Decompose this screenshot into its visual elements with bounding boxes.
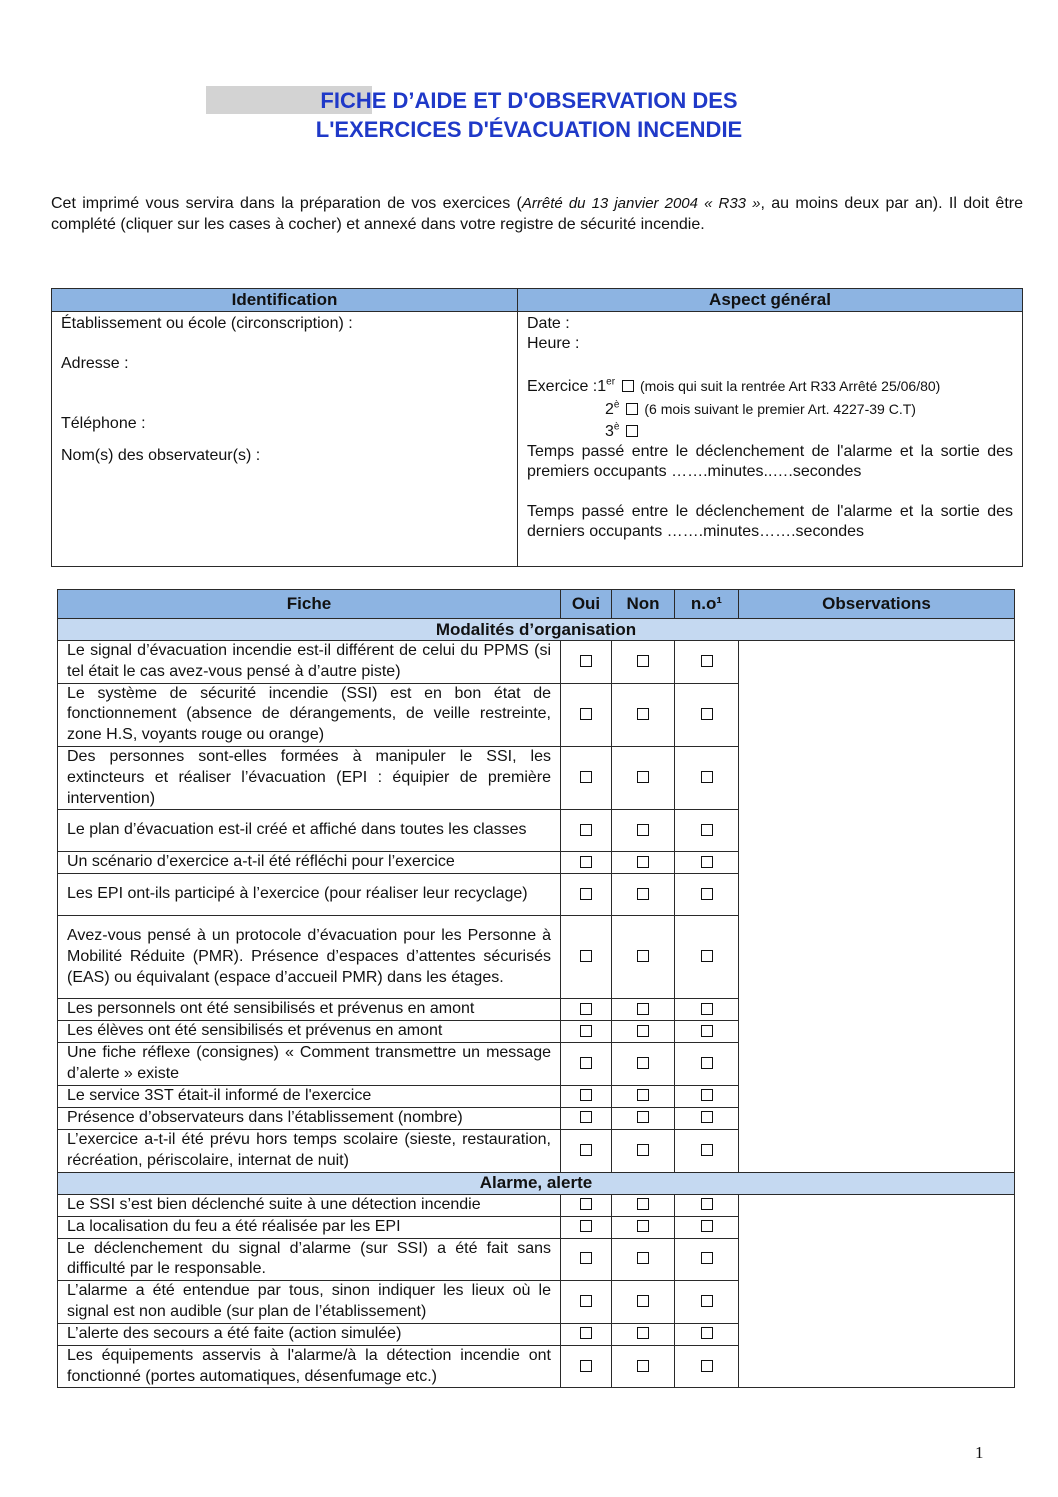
identification-cell bbox=[52, 312, 518, 567]
observers-label: Nom(s) des observateur(s) : bbox=[61, 447, 261, 464]
checkbox-no[interactable] bbox=[701, 1003, 713, 1015]
question-text: Le signal d’évacuation incendie est-il différent de celui du PPMS (si tel était le cas avez-vous pensé à d’autre piste) bbox=[58, 641, 561, 684]
cell-non bbox=[612, 810, 675, 852]
cell-non bbox=[612, 1238, 675, 1281]
checkbox-oui[interactable] bbox=[580, 1198, 592, 1210]
checkbox-non[interactable] bbox=[637, 1220, 649, 1232]
cell-oui bbox=[561, 1021, 612, 1043]
question-text: L’exercice a-t-il été prévu hors temps scolaire (sieste, restauration, récréation, périscolaire, internat de nuit) bbox=[58, 1129, 561, 1172]
checkbox-non[interactable] bbox=[637, 1111, 649, 1123]
title-line-1: FICHE D’AIDE ET D'OBSERVATION DES bbox=[320, 88, 738, 113]
question-text: Un scénario d’exercice a-t-il été réfléchi pour l’exercice bbox=[58, 852, 561, 874]
col-observations: Observations bbox=[739, 590, 1015, 619]
cell-oui bbox=[561, 1129, 612, 1172]
cell-non bbox=[612, 1323, 675, 1345]
cell-no bbox=[675, 683, 739, 746]
cell-oui bbox=[561, 1238, 612, 1281]
exercise-1-note: (mois qui suit la rentrée Art R33 Arrêté 25/06/80) bbox=[639, 378, 941, 394]
cell-non bbox=[612, 874, 675, 916]
cell-non bbox=[612, 1021, 675, 1043]
exercise-2-checkbox[interactable] bbox=[626, 403, 638, 415]
checkbox-non[interactable] bbox=[637, 1025, 649, 1037]
cell-oui bbox=[561, 683, 612, 746]
cell-oui bbox=[561, 746, 612, 809]
observations-field[interactable] bbox=[739, 1194, 1015, 1388]
checkbox-no[interactable] bbox=[701, 1220, 713, 1232]
checkbox-no[interactable] bbox=[701, 1089, 713, 1101]
question-text: L’alerte des secours a été faite (action simulée) bbox=[58, 1323, 561, 1345]
exercise-2-note: (6 mois suivant le premier Art. 4227-39 C.T) bbox=[644, 401, 916, 417]
aspect-cell bbox=[518, 312, 1023, 567]
cell-oui bbox=[561, 1085, 612, 1107]
question-text: La localisation du feu a été réalisée par les EPI bbox=[58, 1216, 561, 1238]
checkbox-non[interactable] bbox=[637, 1057, 649, 1069]
checkbox-no[interactable] bbox=[701, 1025, 713, 1037]
table-row bbox=[58, 641, 1015, 684]
page-number: 1 bbox=[975, 1443, 984, 1462]
establishment-label: Établissement ou école (circonscription) : bbox=[61, 315, 353, 332]
cell-oui bbox=[561, 1043, 612, 1086]
checkbox-no[interactable] bbox=[701, 1360, 713, 1372]
checkbox-no[interactable] bbox=[701, 1295, 713, 1307]
checkbox-oui[interactable] bbox=[580, 771, 592, 783]
cell-non bbox=[612, 1216, 675, 1238]
question-text: L’alarme a été entendue par tous, sinon indiquer les lieux où le signal est non audible (sur plan de l’établissement) bbox=[58, 1281, 561, 1324]
aspect-header: Aspect général bbox=[518, 289, 1023, 312]
checkbox-non[interactable] bbox=[637, 1003, 649, 1015]
cell-no bbox=[675, 810, 739, 852]
section-header: Alarme, alerte bbox=[58, 1172, 1015, 1194]
checkbox-non[interactable] bbox=[637, 888, 649, 900]
cell-no bbox=[675, 641, 739, 684]
checkbox-non[interactable] bbox=[637, 1327, 649, 1339]
table-row bbox=[58, 1194, 1015, 1216]
cell-no bbox=[675, 1238, 739, 1281]
cell-no bbox=[675, 1194, 739, 1216]
cell-oui bbox=[561, 1107, 612, 1129]
cell-no bbox=[675, 1043, 739, 1086]
checkbox-non[interactable] bbox=[637, 824, 649, 836]
checkbox-oui[interactable] bbox=[580, 856, 592, 868]
checkbox-oui[interactable] bbox=[580, 1089, 592, 1101]
checkbox-non[interactable] bbox=[637, 708, 649, 720]
exercise-3-checkbox[interactable] bbox=[626, 425, 638, 437]
document-title bbox=[0, 86, 1058, 144]
col-non: Non bbox=[612, 590, 675, 619]
checkbox-oui[interactable] bbox=[580, 1025, 592, 1037]
observations-field[interactable] bbox=[739, 641, 1015, 1173]
cell-oui bbox=[561, 1345, 612, 1388]
cell-oui bbox=[561, 852, 612, 874]
cell-oui bbox=[561, 999, 612, 1021]
cell-non bbox=[612, 1085, 675, 1107]
exercise-3-row: $3^è$ bbox=[527, 422, 1013, 442]
question-text: Le plan d’évacuation est-il créé et affiché dans toutes les classes bbox=[58, 810, 561, 852]
checkbox-no[interactable] bbox=[701, 771, 713, 783]
checkbox-non[interactable] bbox=[637, 1295, 649, 1307]
intro-text-1: Cet imprimé vous servira dans la préparation de vos exercices ( bbox=[51, 195, 522, 212]
cell-non bbox=[612, 1043, 675, 1086]
checkbox-no[interactable] bbox=[701, 1057, 713, 1069]
cell-oui bbox=[561, 874, 612, 916]
checkbox-oui[interactable] bbox=[580, 655, 592, 667]
checkbox-oui[interactable] bbox=[580, 1111, 592, 1123]
cell-oui bbox=[561, 1281, 612, 1324]
checkbox-no[interactable] bbox=[701, 856, 713, 868]
checkbox-no[interactable] bbox=[701, 1198, 713, 1210]
question-text: Les personnels ont été sensibilisés et prévenus en amont bbox=[58, 999, 561, 1021]
cell-oui bbox=[561, 1194, 612, 1216]
checkbox-non[interactable] bbox=[637, 1089, 649, 1101]
checkbox-no[interactable] bbox=[701, 1111, 713, 1123]
cell-oui bbox=[561, 810, 612, 852]
cell-non bbox=[612, 1107, 675, 1129]
cell-non bbox=[612, 683, 675, 746]
phone-label: Téléphone : bbox=[61, 415, 146, 432]
cell-non bbox=[612, 746, 675, 809]
checklist-table bbox=[57, 589, 1015, 1388]
question-text: Présence d’observateurs dans l’établissement (nombre) bbox=[58, 1107, 561, 1129]
question-text: Avez-vous pensé à un protocole d’évacuation pour les Personne à Mobilité Réduite (PMR). Présence d’espaces d’attentes sécurisés (EAS) ou équivalant (espace d’accueil PMR) dans les étages. bbox=[58, 916, 561, 999]
question-text: Les EPI ont-ils participé à l’exercice (pour réaliser leur recyclage) bbox=[58, 874, 561, 916]
checkbox-non[interactable] bbox=[637, 1360, 649, 1372]
col-oui: Oui bbox=[561, 590, 612, 619]
question-text: Le déclenchement du signal d’alarme (sur SSI) a été fait sans difficulté par le responsable. bbox=[58, 1238, 561, 1281]
cell-no bbox=[675, 1107, 739, 1129]
date-label: Date : bbox=[527, 315, 570, 332]
exercise-1-row: Exercice :1er (mois qui suit la rentrée Art R33 Arrêté 25/06/80) bbox=[527, 376, 941, 395]
time-last-occupants: Temps passé entre le déclenchement de l'alarme et la sortie des derniers occupants …….minutes…….secondes bbox=[527, 503, 1013, 540]
checkbox-non[interactable] bbox=[637, 950, 649, 962]
checkbox-oui[interactable] bbox=[580, 1057, 592, 1069]
checkbox-non[interactable] bbox=[637, 856, 649, 868]
question-text: Le service 3ST était-il informé de l'exercice bbox=[58, 1085, 561, 1107]
col-fiche: Fiche bbox=[58, 590, 561, 619]
cell-oui bbox=[561, 1323, 612, 1345]
question-text: Des personnes sont-elles formées à manipuler le SSI, les extincteurs et réaliser l’évacuation (EPI : équipier de première intervention) bbox=[58, 746, 561, 809]
cell-non bbox=[612, 1194, 675, 1216]
address-label: Adresse : bbox=[61, 355, 129, 372]
checkbox-no[interactable] bbox=[701, 824, 713, 836]
cell-non bbox=[612, 916, 675, 999]
identification-header: Identification bbox=[52, 289, 518, 312]
checkbox-oui[interactable] bbox=[580, 1360, 592, 1372]
checkbox-oui[interactable] bbox=[580, 1144, 592, 1156]
cell-no bbox=[675, 1085, 739, 1107]
exercise-label: Exercice : bbox=[527, 378, 598, 395]
checkbox-no[interactable] bbox=[701, 1327, 713, 1339]
checkbox-oui[interactable] bbox=[580, 708, 592, 720]
title-line-2: L'EXERCICES D'ÉVACUATION INCENDIE bbox=[315, 117, 743, 142]
exercise-2-row: $2^è$ (6 mois suivant le premier Art. 4227-39 C.T) bbox=[605, 399, 916, 418]
cell-non bbox=[612, 1129, 675, 1172]
cell-no bbox=[675, 1281, 739, 1324]
cell-oui bbox=[561, 641, 612, 684]
time-first-occupants: Temps passé entre le déclenchement de l'alarme et la sortie des premiers occupants …….minutes..….secondes bbox=[527, 443, 1013, 480]
cell-non bbox=[612, 641, 675, 684]
checkbox-oui[interactable] bbox=[580, 1252, 592, 1264]
checkbox-oui[interactable] bbox=[580, 824, 592, 836]
question-text: Une fiche réflexe (consignes) « Comment transmettre un message d’alerte » existe bbox=[58, 1043, 561, 1086]
cell-non bbox=[612, 1281, 675, 1324]
cell-oui bbox=[561, 916, 612, 999]
cell-no bbox=[675, 1345, 739, 1388]
question-text: Les équipements asservis à l'alarme/à la détection incendie ont fonctionné (portes automatiques, désenfumage etc.) bbox=[58, 1345, 561, 1388]
checkbox-no[interactable] bbox=[701, 655, 713, 667]
checkbox-non[interactable] bbox=[637, 655, 649, 667]
checkbox-non[interactable] bbox=[637, 1198, 649, 1210]
cell-no bbox=[675, 1216, 739, 1238]
checkbox-oui[interactable] bbox=[580, 888, 592, 900]
checkbox-non[interactable] bbox=[637, 1252, 649, 1264]
cell-no bbox=[675, 746, 739, 809]
checkbox-oui[interactable] bbox=[580, 1003, 592, 1015]
identification-table bbox=[51, 288, 1023, 567]
checkbox-oui[interactable] bbox=[580, 1220, 592, 1232]
cell-no bbox=[675, 1323, 739, 1345]
cell-non bbox=[612, 852, 675, 874]
cell-no bbox=[675, 1129, 739, 1172]
cell-no bbox=[675, 999, 739, 1021]
checkbox-non[interactable] bbox=[637, 771, 649, 783]
cell-oui bbox=[561, 1216, 612, 1238]
intro-text-2: , au moins deux par an). Il doit être complété (cliquer sur les cases à cocher) et annexé dans votre registre de sécurité incendie. bbox=[51, 195, 1023, 233]
cell-no bbox=[675, 874, 739, 916]
checkbox-no[interactable] bbox=[701, 1252, 713, 1264]
checkbox-no[interactable] bbox=[701, 708, 713, 720]
cell-no bbox=[675, 1021, 739, 1043]
checkbox-no[interactable] bbox=[701, 1144, 713, 1156]
question-text: Les élèves ont été sensibilisés et prévenus en amont bbox=[58, 1021, 561, 1043]
checkbox-non[interactable] bbox=[637, 1144, 649, 1156]
section-header: Modalités d’organisation bbox=[58, 619, 1015, 641]
checkbox-oui[interactable] bbox=[580, 950, 592, 962]
col-no: n.o¹ bbox=[675, 590, 739, 619]
time-label: Heure : bbox=[527, 335, 580, 352]
cell-non bbox=[612, 1345, 675, 1388]
intro-reference: Arrêté du 13 janvier 2004 « R33 » bbox=[521, 195, 761, 212]
exercise-1-checkbox[interactable] bbox=[622, 380, 634, 392]
cell-no bbox=[675, 852, 739, 874]
cell-no bbox=[675, 916, 739, 999]
checkbox-oui[interactable] bbox=[580, 1327, 592, 1339]
intro-paragraph bbox=[51, 193, 1023, 235]
checkbox-no[interactable] bbox=[701, 888, 713, 900]
question-text: Le système de sécurité incendie (SSI) est en bon état de fonctionnement (absence de dérangements, de veille restreinte, zone H.S, voyants rouge ou orange) bbox=[58, 683, 561, 746]
question-text: Le SSI s’est bien déclenché suite à une détection incendie bbox=[58, 1194, 561, 1216]
checkbox-no[interactable] bbox=[701, 950, 713, 962]
cell-non bbox=[612, 999, 675, 1021]
checkbox-oui[interactable] bbox=[580, 1295, 592, 1307]
